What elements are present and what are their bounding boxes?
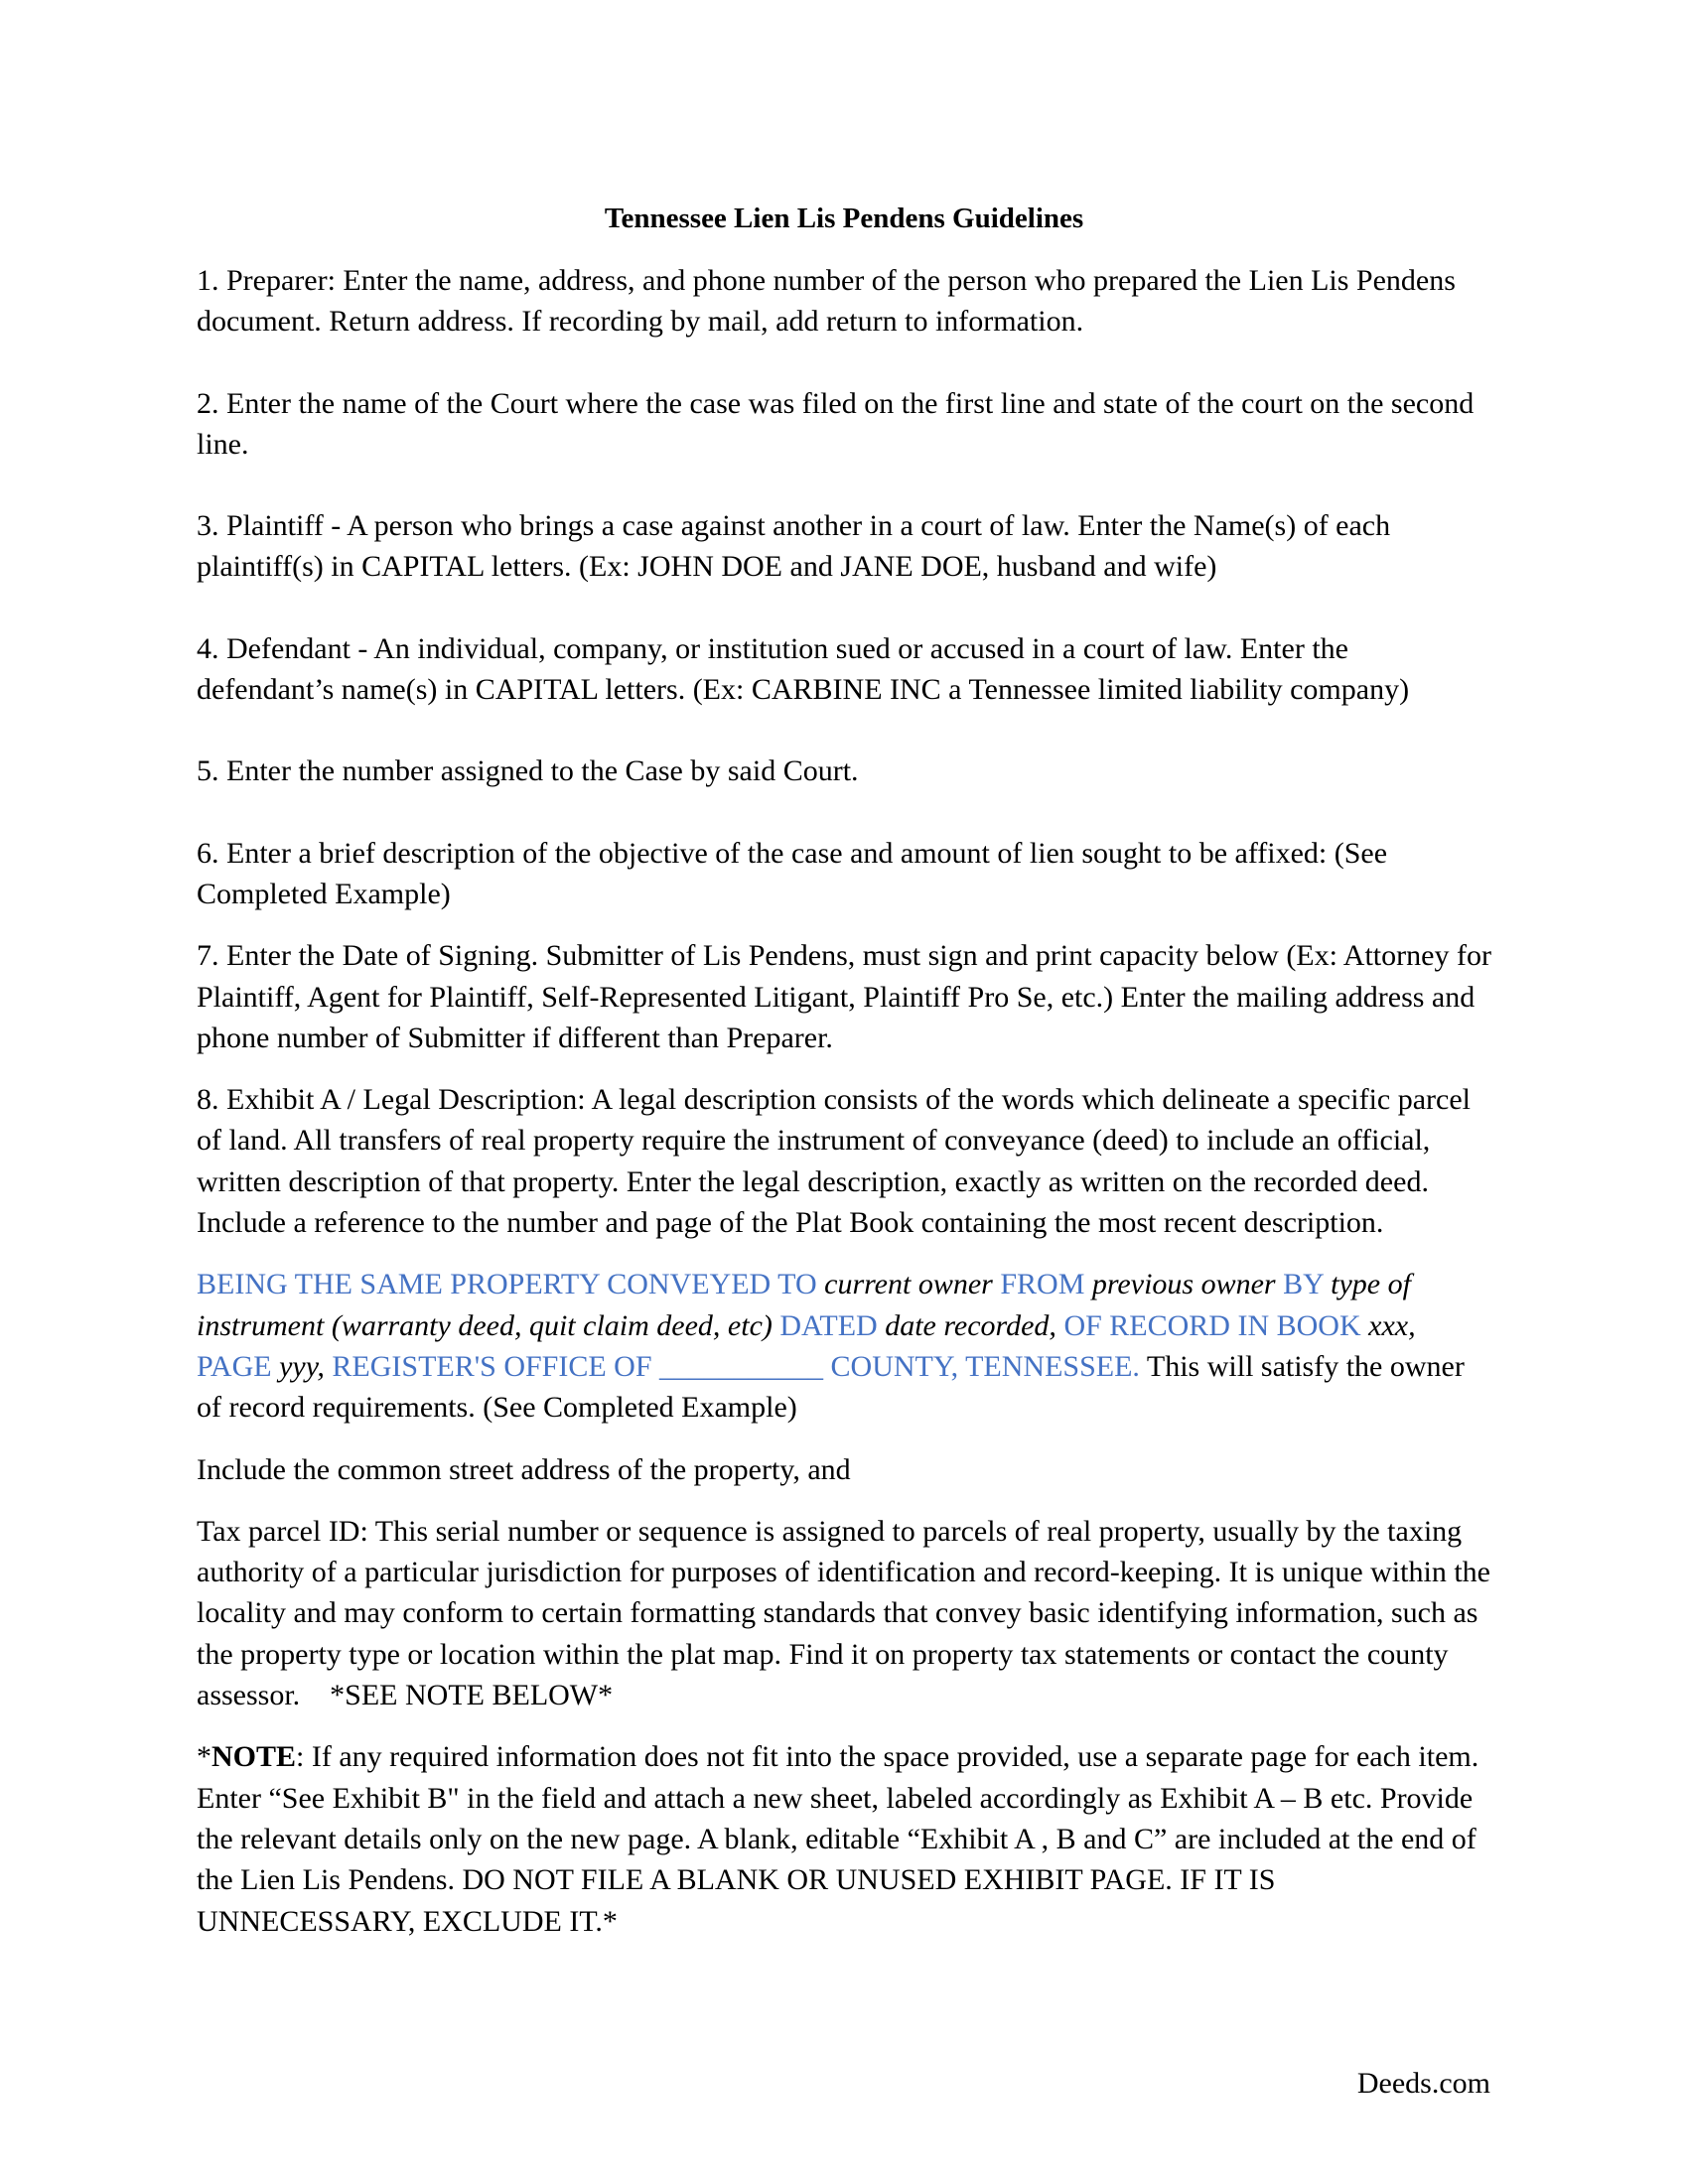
sample-text-part: BY bbox=[1275, 1268, 1332, 1301]
guideline-item-7: 7. Enter the Date of Signing. Submitter of Lis Pendens, must sign and print capacity below (Ex: Attorney for Plaintiff, Agent for Plaintiff, Self-Represented Litigant, Plaintiff Pro Se, etc.) Enter the mailing address and phone number of Submitter if different than Preparer. bbox=[197, 939, 1491, 1054]
sample-text-part: PAGE bbox=[197, 1349, 280, 1383]
document-page bbox=[197, 201, 1498, 1942]
footer-brand: Deeds.com bbox=[1356, 2067, 1490, 2100]
note-prefix: * bbox=[197, 1740, 211, 1774]
sample-text-part: OF RECORD IN BOOK bbox=[1055, 1308, 1369, 1342]
guideline-item-6: 6. Enter a brief description of the objective of the case and amount of lien sought to be affixed: (See Completed Example) bbox=[197, 836, 1388, 910]
sample-text-part: DATED bbox=[772, 1308, 886, 1342]
guideline-item-3: 3. Plaintiff - A person who brings a case against another in a court of law. Enter the Name(s) of each plaintiff(s) in CAPITAL letters. (Ex: JOHN DOE and JANE DOE, husband and wife) bbox=[197, 509, 1391, 584]
legal-description-sample bbox=[197, 1264, 1491, 1428]
sample-placeholder-instrument-type: type of instrument (warranty deed, quit claim deed, etc) bbox=[197, 1268, 1411, 1342]
guideline-item-1: 1. Preparer: Enter the name, address, and phone number of the person who prepared the Lien Lis Pendens document. Return address. If recording by mail, add return to information. bbox=[197, 264, 1456, 339]
guideline-item-2: 2. Enter the name of the Court where the case was filed on the first line and state of the court on the second line. bbox=[197, 386, 1475, 461]
note-label: NOTE bbox=[211, 1740, 297, 1774]
sample-text-part: REGISTER'S OFFICE OF ___________ COUNTY, TENNESSEE. bbox=[324, 1349, 1140, 1383]
tax-parcel-description: Tax parcel ID: This serial number or sequence is assigned to parcels of real property, usually by the taxing authority of a particular jurisdiction for purposes of identification and record-keeping. It is unique within the locality and may conform to certain formatting standards that convey basic identifying information, such as the property type or location within the plat map. Find it on property tax statements or contact the county assessor. *SEE NOTE BELOW* bbox=[197, 1514, 1498, 1712]
sample-placeholder-previous-owner: previous owner bbox=[1091, 1268, 1276, 1301]
sample-placeholder-page: yyy, bbox=[279, 1349, 325, 1383]
guideline-item-8: 8. Exhibit A / Legal Description: A legal description consists of the words which delineate a specific parcel of land. All transfers of real property require the instrument of conveyance (deed) to include an official, written description of that property. Enter the legal description, exactly as written on the recorded deed. Include a reference to the number and page of the Plat Book containing the most recent description. bbox=[197, 1083, 1471, 1240]
sample-placeholder-current-owner: current owner bbox=[824, 1268, 993, 1301]
sample-text-part: BEING THE SAME PROPERTY CONVEYED TO bbox=[197, 1268, 825, 1301]
guideline-item-5: 5. Enter the number assigned to the Case by said Court. bbox=[197, 754, 859, 788]
street-address-note: Include the common street address of the property, and bbox=[197, 1452, 851, 1486]
sample-text-part: FROM bbox=[992, 1268, 1092, 1301]
sample-requirements-note: This will satisfy the owner of record requirements. (See Completed Example) bbox=[197, 1349, 1465, 1425]
guideline-item-4: 4. Defendant - An individual, company, or institution sued or accused in a court of law. Enter the defendant’s name(s) in CAPITAL letters. (Ex: CARBINE INC a Tennessee limited liability company) bbox=[197, 631, 1410, 707]
note-text: : If any required information does not fit into the space provided, use a separate page for each item. Enter “See Exhibit B" in the field and attach a new sheet, labeled accordingly as Exhibit A – B etc. Provide the relevant details only on the new page. A blank, editable “Exhibit A , B and C” are included at the end of the Lien Lis Pendens. DO NOT FILE A BLANK OR UNUSED EXHIBIT PAGE. IF IT IS UNNECESSARY, EXCLUDE IT.* bbox=[197, 1740, 1479, 1938]
document-title: Tennessee Lien Lis Pendens Guidelines bbox=[604, 203, 1084, 234]
note-paragraph bbox=[197, 1736, 1491, 1941]
sample-placeholder-book: xxx, bbox=[1368, 1308, 1416, 1342]
sample-placeholder-date-recorded: date recorded, bbox=[885, 1308, 1056, 1342]
